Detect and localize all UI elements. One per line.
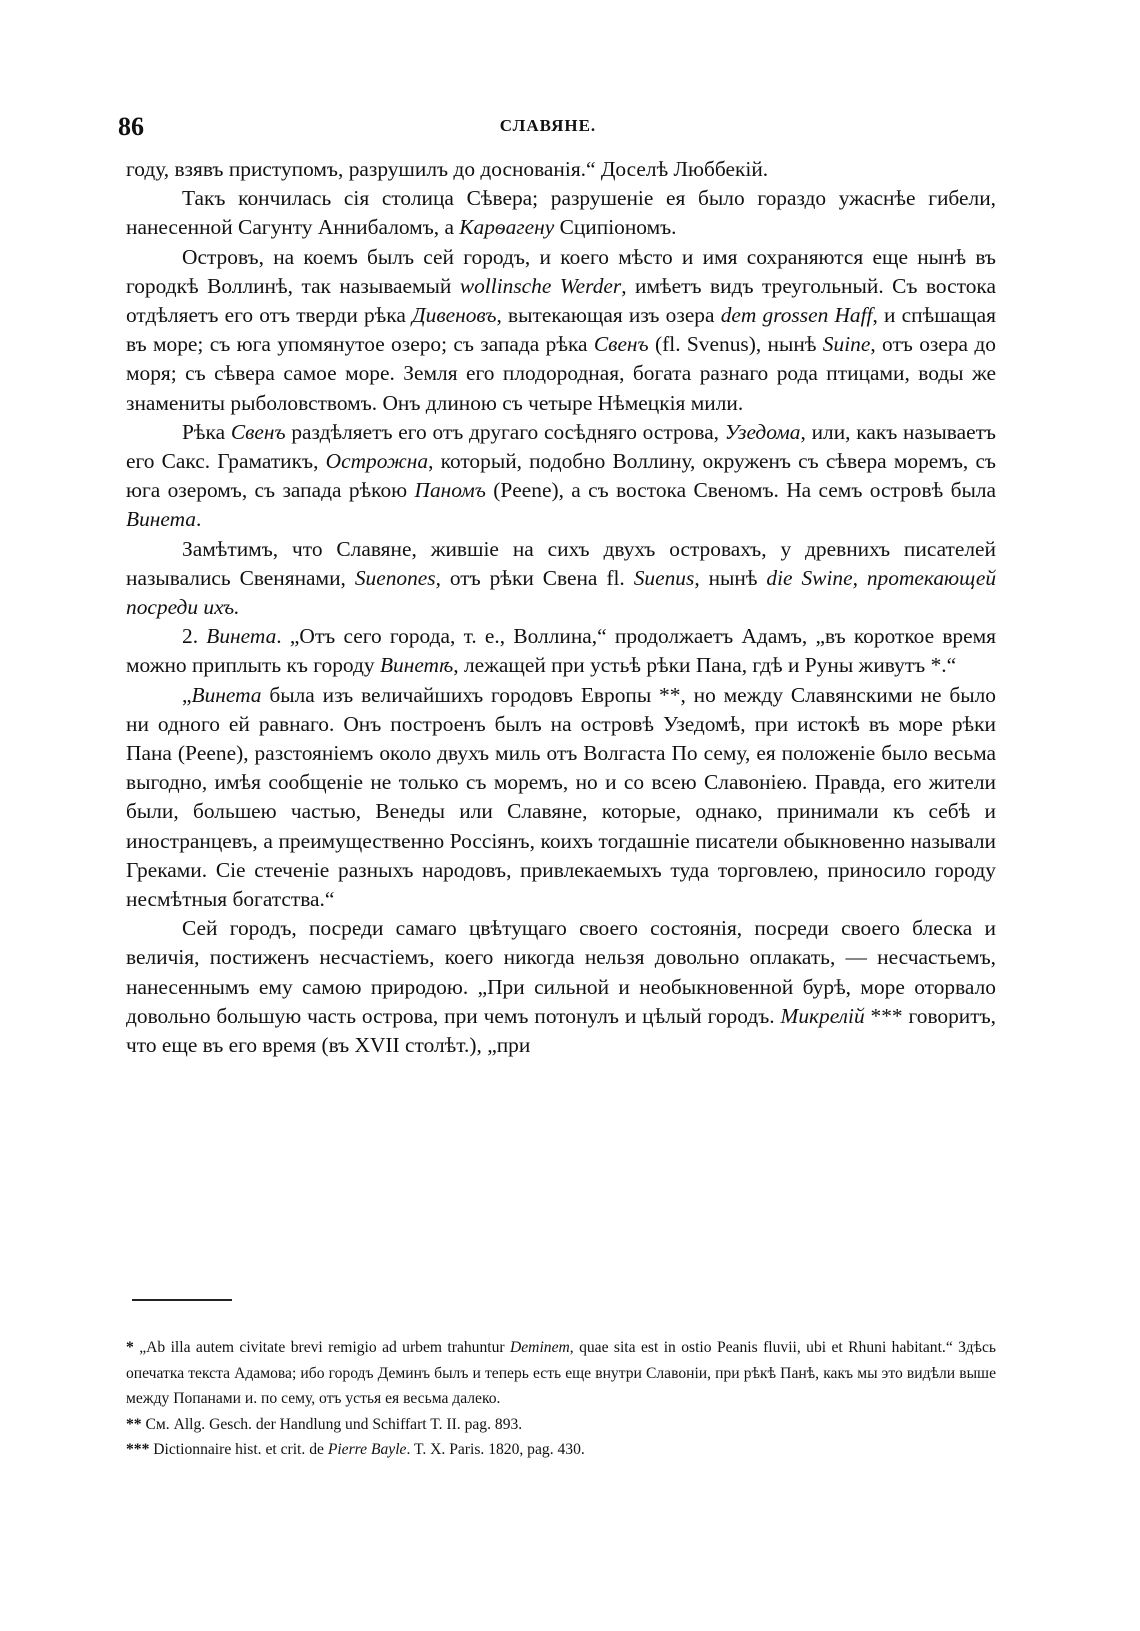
italic-term: Deminem <box>510 1339 570 1356</box>
paragraph-text: , отъ рѣки Свена fl. <box>435 565 634 590</box>
footnote-text: „Ab illa autem civitate brevi remigio ad urbem trahuntur <box>139 1339 510 1356</box>
paragraph-text: Сципіономъ. <box>554 215 677 240</box>
footnote-marker: ** <box>126 1415 142 1433</box>
italic-term: Узедома <box>724 419 801 444</box>
paragraph-text: , отъ озера до моря; съ сѣвера самое море. Земля его плодородная, богата разнаго рода птицами, воды же знамениты рыболовствомъ. Онъ длиною съ четыре Нѣмецкія мили. <box>126 332 996 415</box>
italic-term: Свенъ <box>593 332 649 357</box>
footnote-text: Dictionnaire hist. et crit. de <box>153 1441 328 1458</box>
paragraph-3 <box>126 243 996 418</box>
paragraph-8 <box>126 914 996 1060</box>
paragraph-text: , имѣетъ видъ треугольный. Съ востока отдѣляетъ его отъ тверди рѣка <box>126 273 996 328</box>
italic-term: Микрелій <box>780 1003 865 1028</box>
paragraph-text: Сей городъ, посреди самаго цвѣтущаго своего состоянія, посреди своего блеска и величія, постиженъ несчастіемъ, коего никогда нельзя довольно оплакать, — несчастьемъ, нанесеннымъ ему самою природою. „При сильной и необыкновенной бурѣ, море оторвало довольно большую часть острова, при чемъ потонулъ и цѣлый городъ. <box>126 916 996 1028</box>
italic-term: Pierre Bayle <box>327 1441 407 1458</box>
paragraph-6 <box>126 622 996 680</box>
paragraph-text: (fl. Svenus), нынѣ <box>648 332 823 357</box>
main-text <box>126 155 996 1060</box>
italic-term: Карѳагену <box>459 215 555 240</box>
paragraph-text: раздѣляетъ его отъ другаго сосѣдняго острова, <box>285 419 725 444</box>
footnote-2 <box>126 1412 996 1438</box>
paragraph-text: . <box>196 507 202 532</box>
footnote-text: См. Allg. Gesch. der Handlung und Schiffart T. II. pag. 893. <box>145 1415 523 1433</box>
footnotes <box>126 1335 996 1463</box>
italic-term: Винета <box>206 624 277 649</box>
paragraph-text: , нынѣ <box>694 565 767 590</box>
paragraph-text: . „Отъ сего города, т. е., Воллина,“ продолжаетъ Адамъ, „въ короткое время можно приплыть къ городу <box>126 624 996 678</box>
paragraph-4 <box>126 418 996 535</box>
footnote-marker: * <box>126 1339 134 1356</box>
paragraph-text: Рѣка <box>182 419 231 444</box>
paragraph-text: была изъ величайшихъ городовъ Европы **, но между Славянскими не было ни одного ей равнаго. Онъ построенъ былъ на островѣ Узедомѣ, при истокѣ въ море рѣки Пана (Peene), разстояніемъ около двухъ миль отъ Волгаста По сему, ея положеніе было весьма выгодно, имѣя сообщеніе не только съ моремъ, но и со всею Славоніею. Правда, его жители были, большею частью, Венеды или Славяне, которые, однако, принимали къ себѣ и иностранцевъ, а преимущественно Россіянъ, коихъ тогдашніе писатели обыкновенно называли Греками. Сіе стеченіе разныхъ народовъ, привлекаемыхъ туда торговлею, приносило городу несмѣтныя богатства.“ <box>126 682 996 912</box>
running-head <box>118 112 978 142</box>
italic-term: Дивеновъ <box>412 303 497 328</box>
footnote-text: , quae sita est in ostio Peanis fluvii, ubi et Rhuni habitant.“ Здѣсь опечатка текста Адамова; ибо городъ Деминъ былъ и теперь есть еще внутри Славоніи, при рѣкѣ Панѣ, какъ мы это видѣли выше между Попанами и. по сему, отъ устья ея весьма далеко. <box>126 1339 996 1407</box>
italic-term: dem grossen Haff <box>720 303 873 328</box>
italic-term: Винета <box>126 507 196 532</box>
italic-term: Винета <box>191 682 262 707</box>
paragraph-1 <box>126 155 996 184</box>
paragraph-text: , лежащей при устьѣ рѣки Пана, гдѣ и Руны живутъ *.“ <box>453 653 957 678</box>
paragraph-text: , который, подобно Воллину, окруженъ съ сѣвера моремъ, съ юга озеромъ, съ запада рѣкою <box>126 449 996 503</box>
paragraph-text: 2. <box>182 624 207 649</box>
footnote-marker: *** <box>126 1441 150 1458</box>
paragraph-text: Такъ кончилась сія столица Сѣвера; разрушеніе ея было гораздо ужаснѣе гибели, нанесенной Сагунту Аннибаломъ, а <box>126 186 996 240</box>
paragraph-text: „ <box>182 682 192 707</box>
footnote-text: . T. X. Paris. 1820, pag. 430. <box>406 1441 585 1458</box>
running-title: СЛАВЯНЕ. <box>499 116 597 135</box>
paragraph-2 <box>126 184 996 242</box>
italic-term: Паномъ <box>414 478 486 503</box>
footnote-divider <box>132 1299 232 1301</box>
italic-term: Suenones <box>354 565 436 590</box>
page-number: 86 <box>118 112 144 141</box>
paragraph-text: *** говоритъ, что еще въ его время (въ XVII столѣт.), „при <box>126 1003 996 1058</box>
paragraph-5 <box>126 535 996 623</box>
paragraph-text: Замѣтимъ, что Славяне, жившіе на сихъ двухъ островахъ, у древнихъ писателей назывались Свенянами, <box>126 536 996 590</box>
italic-term: die Swine, протекающей посреди ихъ. <box>126 565 997 620</box>
italic-term: Свенъ <box>230 419 286 444</box>
paragraph-text: Островъ, на коемъ былъ сей городъ, и коего мѣсто и имя сохраняются еще нынѣ въ городкѣ Воллинѣ, так называемый <box>126 244 996 298</box>
paragraph-7 <box>126 681 996 915</box>
paragraph-text: (Peene), а съ востока Свеномъ. На семъ островѣ была <box>485 478 996 503</box>
italic-term: Острожна <box>325 449 429 474</box>
italic-term: Suine <box>822 332 871 357</box>
footnote-1 <box>126 1335 996 1412</box>
paragraph-text: , вытекающая изъ озера <box>496 303 721 328</box>
italic-term: Винетѣ <box>379 653 454 678</box>
italic-term: wollinsche Werder <box>459 273 622 298</box>
footnote-3 <box>126 1437 996 1463</box>
paragraph-text: , и спѣшащая въ море; съ юга упомянутое озеро; съ запада рѣка <box>126 303 996 357</box>
italic-term: Suenus <box>633 565 695 590</box>
paragraph-text: , или, какъ называетъ его Сакс. Граматикъ, <box>126 419 996 474</box>
paragraph-text: году, взявъ приступомъ, разрушилъ до доснованія.“ Доселѣ Люббекій. <box>126 157 769 181</box>
